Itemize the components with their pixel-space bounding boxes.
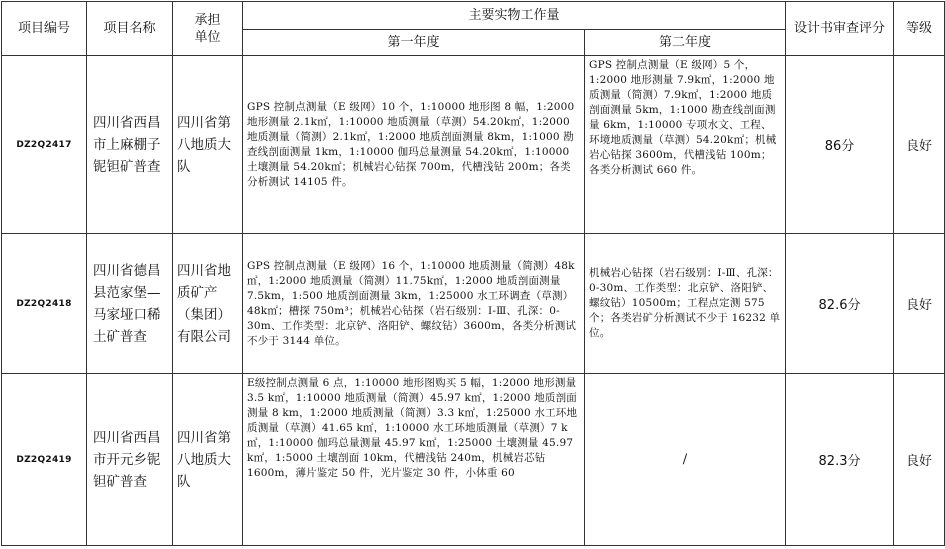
year1-workload: GPS 控制点测量（E 级网）16 个，1:10000 地质测量（简测）48k㎡，1:2000 地质测量（简测）11.75k㎡，1:2000 地质剖面测量 7.5km，1:500 地质剖面测量 3km，1:25000 水工环调查（草测）48k㎡；槽探 750m³；机械岩心钻探（岩石级别：Ⅰ-Ⅲ、孔深：0-30m、工作类型：北京铲、洛阳铲、螺纹钻）3600m，各类分析测试不少于 3144 单位。 <box>243 234 585 374</box>
table-row <box>2 56 945 234</box>
review-score: 82.3分 <box>786 374 894 546</box>
header-project-name: 项目名称 <box>87 2 173 56</box>
project-name: 四川省西昌市开元乡铌钽矿普查 <box>87 374 173 546</box>
grade: 良好 <box>894 234 945 374</box>
grade: 良好 <box>894 56 945 234</box>
header-year2: 第二年度 <box>585 30 786 56</box>
year1-workload: E级控制点测量 6 点，1:10000 地形图购买 5 幅，1:2000 地形测量 3.5 k㎡，1:10000 地质测量（简测）45.97 k㎡，1:2000 地质剖面测量 8 km，1:2000 地质测量（简测）3.3 k㎡，1:25000 水工环地质测量（草测）41.65 k㎡，1:10000 水工环地质测量（草测）7 k㎡，1:10000 伽玛总量测量 45.97 k㎡，1:25000 土壤测量 45.97 k㎡，1:5000 土壤剖面 10km，代槽浅钻 240m，机械岩芯钻 1600m，薄片鉴定 50 件，光片鉴定 30 件，小体重 60 <box>243 374 585 546</box>
header-project-code: 项目编号 <box>2 2 87 56</box>
project-code: DZ2Q2419 <box>2 374 87 546</box>
year2-workload: 机械岩心钻探（岩石级别：Ⅰ-Ⅲ、孔深：0-30m、工作类型：北京铲、洛阳铲、螺纹钻）10500m；工程点定测 575 个；各类岩矿分析测试不少于 16232 单位。 <box>585 234 786 374</box>
undertaking-unit: 四川省地质矿产（集团）有限公司 <box>173 234 243 374</box>
header-grade: 等级 <box>894 2 945 56</box>
review-score: 86分 <box>786 56 894 234</box>
header-review-score: 设计书审查评分 <box>786 2 894 56</box>
header-undertaking-unit: 承担 单位 <box>173 2 243 56</box>
header-main-workload: 主要实物工作量 <box>243 2 786 30</box>
table-row <box>2 234 945 374</box>
grade: 良好 <box>894 374 945 546</box>
project-name: 四川省德昌县范家堡—马家垭口稀土矿普查 <box>87 234 173 374</box>
project-table <box>1 1 945 546</box>
header-year1: 第一年度 <box>243 30 585 56</box>
project-name: 四川省西昌市上麻棚子铌钽矿普查 <box>87 56 173 234</box>
year2-workload: GPS 控制点测量（E 级网）5 个，1:2000 地形测量 7.9k㎡，1:2000 地质测量（简测）7.9k㎡，1:2000 地质剖面测量 5km，1:1000 勘查线剖面测量 6km，1:10000 专项水文、工程、环境地质测量（草测）54.20k㎡；机械岩心钻探 3600m，代槽浅钻 100m；各类分析测试 660 件。 <box>585 56 786 234</box>
table-row <box>2 374 945 546</box>
undertaking-unit: 四川省第八地质大队 <box>173 56 243 234</box>
year1-workload: GPS 控制点测量（E 级网）10 个，1:10000 地形图 8 幅，1:2000 地形测量 2.1k㎡，1:10000 地质测量（草测）54.20k㎡，1:2000 地质测量（简测）2.1k㎡，1:2000 地质剖面测量 8km，1:1000 勘查线剖面测量 1km，1:10000 伽玛总量测量 54.20k㎡，1:10000 土壤测量 54.20k㎡；机械岩心钻探 700m，代槽浅钻 200m；各类分析测试 14105 件。 <box>243 56 585 234</box>
project-code: DZ2Q2417 <box>2 56 87 234</box>
undertaking-unit: 四川省第八地质大队 <box>173 374 243 546</box>
year2-workload: / <box>585 374 786 546</box>
review-score: 82.6分 <box>786 234 894 374</box>
project-code: DZ2Q2418 <box>2 234 87 374</box>
